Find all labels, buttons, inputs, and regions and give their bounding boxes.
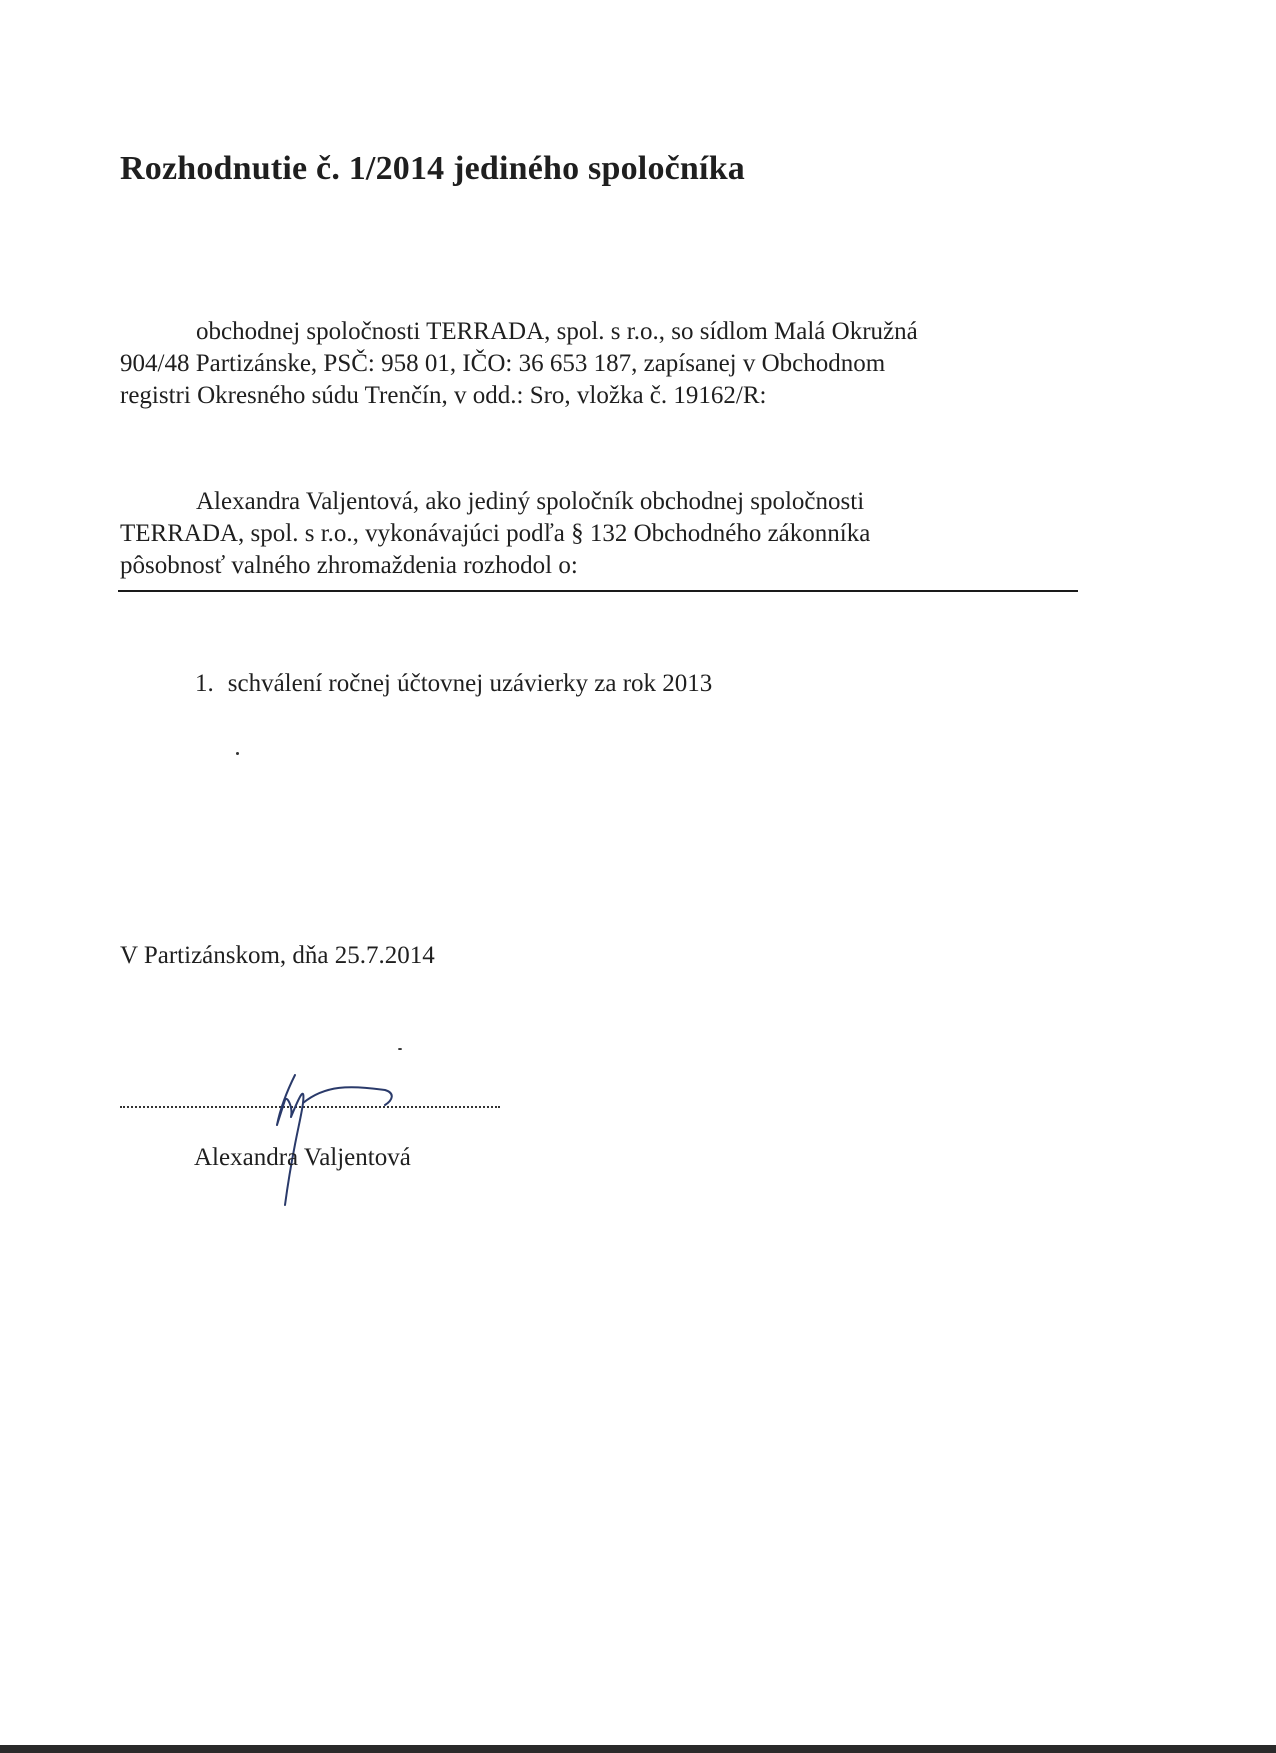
intro-line-3: registri Okresného súdu Trenčín, v odd.: Sro, vložka č. 19162/R: (120, 382, 767, 409)
decision-item (195, 668, 712, 700)
decision-item-text: schválení ročnej účtovnej uzávierky za rok 2013 (227, 670, 713, 697)
place-and-date: V Partizánskom, dňa 25.7.2014 (120, 942, 435, 969)
intro-line-2: 904/48 Partizánske, PSČ: 958 01, IČO: 36 653 187, zapísanej v Obchodnom (120, 350, 886, 377)
signatory-name: Alexandra Valjentová (194, 1144, 411, 1171)
intro-line-1: obchodnej spoločnosti TERRADA, spol. s r.o., so sídlom Malá Okružná (196, 318, 918, 345)
handwritten-signature (255, 1055, 415, 1215)
scan-bottom-edge (0, 1745, 1276, 1753)
decision-line-1: Alexandra Valjentová, ako jediný spoločník obchodnej spoločnosti (196, 488, 865, 515)
scan-speck (236, 752, 239, 755)
decision-line-3: pôsobnosť valného zhromaždenia rozhodol o: (120, 552, 578, 579)
decision-item-number: 1. (195, 670, 214, 697)
scan-speck (398, 1048, 402, 1050)
section-divider (118, 590, 1078, 592)
document-title: Rozhodnutie č. 1/2014 jediného spoločníka (120, 150, 745, 187)
decision-line-2: TERRADA, spol. s r.o., vykonávajúci podľa § 132 Obchodného zákonníka (120, 520, 871, 547)
